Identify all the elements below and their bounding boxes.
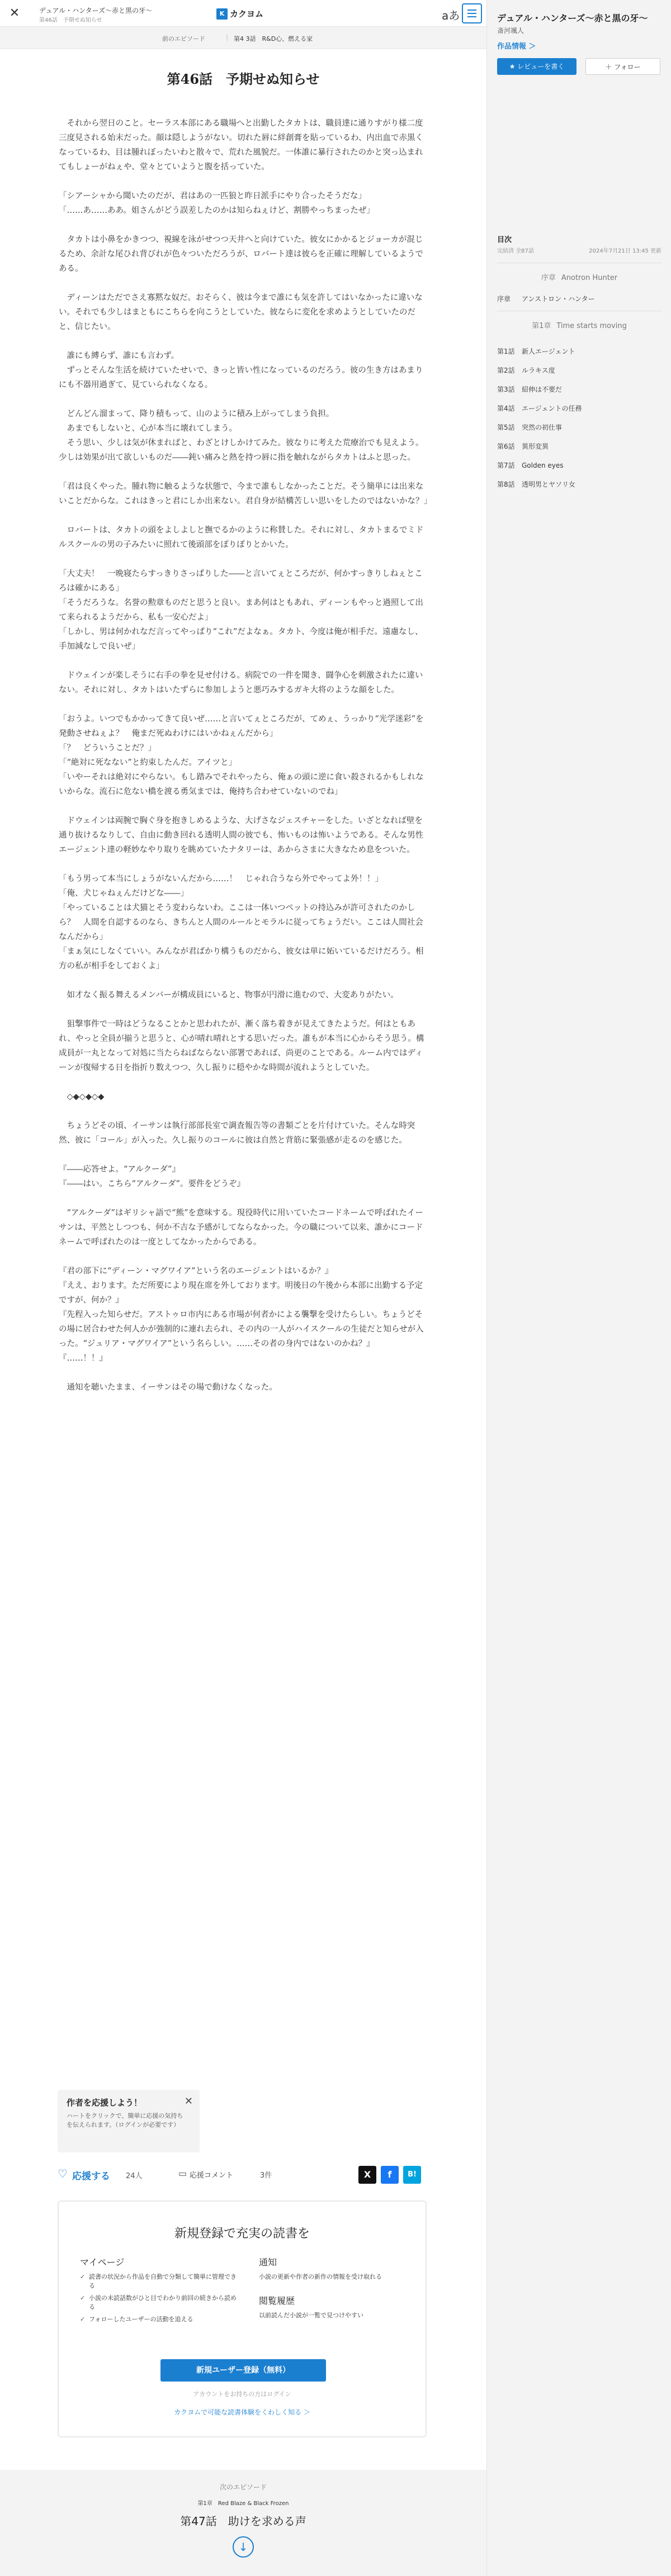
paragraph-spacer <box>59 654 430 668</box>
toc-heading: 目次 <box>497 236 512 244</box>
toc-item-title: 紹伸は不要だ <box>522 386 563 393</box>
toc-item-number: 第8話 <box>497 481 515 488</box>
toc-item-title: 突然の初仕事 <box>522 424 563 431</box>
paragraph-spacer <box>59 174 430 189</box>
paragraph: タカトは小鼻をかきつつ、視線を泳がせつつ天井へと向けていた。彼女にかかるとジョーカが混じるため、余計な尾ひれ背びれが色々ついただろうが、ロバート達は彼らを正確に理解しているようである。 <box>59 235 423 273</box>
paragraph-spacer <box>59 1148 430 1162</box>
paragraph-spacer <box>59 552 430 567</box>
menu-icon[interactable] <box>462 3 482 23</box>
work-title[interactable]: デュアル・ハンターズ〜赤と黒の牙〜 <box>39 7 153 15</box>
section-title: Anotron Hunter <box>561 274 618 282</box>
toc-item-number: 第4話 <box>497 405 515 412</box>
nav-separator: ｜ <box>224 34 231 42</box>
site-logo[interactable] <box>216 8 263 20</box>
toc-item[interactable] <box>497 294 595 303</box>
paragraph: ドウェインは両腕で胸ぐ身を抱きしめるような、大げさなジェスチャーをした。いざとなれば壁を通り抜けるなりして、自由に動き回れる透明人間の彼でも、怖いものは怖いようである。そんな男性エージェント達の軽妙なやり取りを眺めていたナタリーは、あからさまに大きなため息をついた。 <box>59 816 424 854</box>
paragraph-spacer <box>59 1075 430 1090</box>
toc-section-chapter1 <box>487 320 671 330</box>
paragraph: 「やっていることは犬猫とそう変わらないわ。ここは一体いつペットの持込みが許可されたのかしら？ 人間を自認するのなら、きちんと人間のルールとモラルに従ってちょうだい。ここは人間社会なんだから」 <box>59 904 423 942</box>
support-title: 作者を応援しよう！ <box>67 2098 143 2108</box>
section-number: 第1章 <box>532 322 551 330</box>
episode-nav <box>0 27 486 49</box>
learn-more-link[interactable]: カクヨムで可能な読書体験をくわしく知る ＞ <box>174 2408 310 2416</box>
like-button[interactable]: 応援する <box>72 2171 110 2182</box>
paragraph: ちょうどその頃、イーサンは執行部部長室で調査報告等の書類ごとを片付けていた。そんな時突然、彼に「コール」が入った。久し振りのコールに彼は自然と背筋に緊張感が走るのを感じた。 <box>59 1121 415 1145</box>
toc-item[interactable] <box>497 479 575 489</box>
toc-item-title: 異形変異 <box>522 443 549 450</box>
toc-meta <box>497 246 661 254</box>
paragraph: ずっとそんな生活を続けていたせいで、きっと皆い性になっているのだろう。彼の生き方はあまりにも不器用過ぎて、見ていられなくなる。 <box>59 366 423 389</box>
paragraph-spacer <box>59 857 430 872</box>
toc-item-number: 序章 <box>497 295 511 303</box>
prev-episode-link[interactable]: 前のエピソード <box>162 35 205 42</box>
like-count[interactable]: 24人 <box>126 2172 143 2180</box>
paragraph: 「“絶対に死なない”と約束したんだ。アイツと」 <box>59 758 237 767</box>
paragraph-spacer <box>59 276 430 291</box>
mypage-feature: ✓ 小説の未読話数がひと目でわかり前回の続きから読める <box>80 2294 237 2312</box>
follow-button[interactable]: ＋ フォロー <box>585 58 660 75</box>
hatena-bookmark-icon[interactable]: B! <box>403 2166 421 2184</box>
close-icon[interactable]: ✕ <box>184 2095 193 2107</box>
next-episode-label: 次のエピソード <box>219 2483 267 2491</box>
register-box <box>58 2200 427 2437</box>
paragraph-spacer <box>59 1366 430 1380</box>
register-button[interactable]: 新規ユーザー登録（無料） <box>160 2359 326 2382</box>
history-heading: 閲覧履歴 <box>259 2295 295 2306</box>
support-author-box <box>58 2090 200 2152</box>
toc-item-title: ルラキス度 <box>522 367 555 374</box>
toc-item[interactable] <box>497 460 564 470</box>
toc-section-prologue <box>487 272 671 282</box>
toc-item-title: Golden eyes <box>522 462 564 469</box>
episode-subtitle: 第46話 予期せぬ知らせ <box>39 17 102 23</box>
next-episode-chapter: 第1章 Red Blaze & Black Frozen <box>197 2501 289 2507</box>
paragraph: ディーンはただでさえ寡黙な奴だ。おそらく、彼は今まで誰にも気を許してはいなかったに違いない。それでも少しはまともにこちらを向こうとしていた。彼ならに変化を求めようとしていたのだと、信じたい。 <box>59 293 423 331</box>
toc-item[interactable] <box>497 422 562 432</box>
paragraph-spacer <box>59 1249 430 1264</box>
paragraph: あまでもしないと、心が本当に壊れてしまう。 <box>59 424 237 433</box>
paragraph: どんどん溜まって、降り積もって、山のように積み上がってしまう負担。 <box>59 410 334 419</box>
facebook-share-icon[interactable]: f <box>381 2166 399 2184</box>
toc-item-number: 第7話 <box>497 462 515 469</box>
x-share-icon[interactable]: X <box>358 2166 376 2184</box>
close-icon[interactable]: ✕ <box>9 6 20 20</box>
history-text: 以前読んだ小説が一覧で見つけやすい <box>259 2312 363 2319</box>
paragraph: 「君は良くやった。腫れ物に触るような状態で、今まで誰もしなかったことだ。そう簡単には出来ないことだからな。これはきっと君にしか出来ない。君自身が結構苦しい思いをしたのではないかな？」 <box>59 482 432 506</box>
next-episode-title[interactable]: 第47話 助けを求める声 <box>180 2515 306 2528</box>
paragraph: 『君の部下に“ディーン・マグワイア”という名のエージェントはいるか？』 <box>59 1267 333 1276</box>
toc-item-title: アンストロン・ハンター <box>522 295 595 303</box>
top-header <box>0 0 486 27</box>
mypage-feature: ✓ フォローしたユーザーの活動を追える <box>80 2315 237 2324</box>
next-episode-section[interactable] <box>0 2470 486 2576</box>
paragraph: 『――応答せよ。“アルクーダ”』 <box>59 1165 180 1174</box>
toc-item-title: 新人エージェント <box>522 348 575 355</box>
review-button[interactable]: ★ レビューを書く <box>497 58 577 75</box>
paragraph: 「しかし、男は何かれなだ言ってやっぱり“これ”だよなぁ。タカト、今度は俺が相手だ。遠慮なし、手加減なしで良いぜ」 <box>59 628 423 651</box>
heart-icon[interactable]: ♡ <box>58 2167 68 2180</box>
paragraph: 通知を聴いたまま、イーサンはその場で動けなくなった。 <box>59 1383 277 1392</box>
paragraph: 『……！！』 <box>59 1354 107 1363</box>
paragraph-spacer <box>59 1002 430 1017</box>
paragraph-spacer <box>59 697 430 712</box>
toc-item-title: 透明男とヤソリ女 <box>522 481 576 488</box>
paragraph-spacer <box>59 392 430 407</box>
toc-status: 完結済 全87話 <box>497 248 534 254</box>
reaction-bar <box>58 2166 427 2183</box>
toc-item-number: 第6話 <box>497 443 515 450</box>
register-title: 新規登録で充実の読書を <box>174 2227 310 2241</box>
sidebar-work-title[interactable]: デュアル・ハンターズ〜赤と黒の牙〜 <box>497 13 648 23</box>
paragraph: 『――はい。こちら“アルクーダ”。要件をどうぞ』 <box>59 1180 245 1189</box>
paragraph: 「俺、犬じゃねぇんだけどな――」 <box>59 889 188 898</box>
logo-mark-icon: K <box>216 8 228 20</box>
toc-item-number: 第1話 <box>497 348 515 355</box>
sidebar <box>486 0 671 2576</box>
paragraph: 「おうよ。いつでもかかってきて良いぜ……と言いてぇところだが、てめぇ、うっかり“光学迷彩”を発動させねぇよ？ 俺まだ死ぬわけにはいかねぇんだから」 <box>59 715 424 738</box>
support-description: ハートをクリックで、簡単に応援の気持ちを伝えられます。（ログインが必要です） <box>67 2112 183 2128</box>
paragraph: 『ええ、おります。ただ所要により現在席を外しております。明後日の午後から本部に出勤する予定ですが、何か？』 <box>59 1281 423 1305</box>
paragraph-spacer <box>59 1104 430 1119</box>
paragraph-spacer <box>59 799 430 814</box>
mypage-feature: ✓ 読書の状況から作品を自動で分類して簡単に管理できる <box>80 2273 237 2290</box>
font-size-toggle-icon[interactable]: aあ <box>442 9 460 22</box>
paragraph-spacer <box>59 334 430 349</box>
comment-count[interactable]: 3件 <box>260 2171 272 2180</box>
toc-item[interactable] <box>497 346 575 356</box>
paragraph: それから翌日のこと。セーラス本部にある職場へと出勤したタカトは、職員達に通りすがり様二度三度見される始末だった。顔は隠しようがない。切れた唇に絆創膏を貼っているわ、内出血で赤黒くなっているわ、目は腫れぼったいわと散々で、荒れた風貌だ。一体誰に暴行されたのかと突っ込まれてもしょーがねぇや、堂々とていようと腹を括っていた。 <box>59 119 423 172</box>
paragraph: 「そうだろうな。名誉の勲章ものだと思うと良い。まあ何はともあれ、ディーンもやっと過照して出て来られるようだから、私も一安心だよ」 <box>59 598 423 622</box>
work-info-link[interactable]: 作品情報 ＞ <box>497 42 536 51</box>
toc-item[interactable] <box>497 365 555 375</box>
paragraph: 誰にも縛らず、誰にも言わず。 <box>59 351 179 360</box>
chapter-body <box>59 116 430 1395</box>
paragraph: 「いやーそれは絶対にやらない。もし踏みでそれやったら、俺ぁの頭に逆に食い殺されるかもしれないからな。流石に危ない橋を渡る勇気までは、俺持ち合わせていないのでね」 <box>59 773 424 796</box>
toc-item-title: エージェントの任務 <box>522 405 582 412</box>
chapter-title: 第46話 予期せぬ知らせ <box>167 71 320 87</box>
sidebar-author[interactable]: 斎河颯人 <box>497 27 524 35</box>
paragraph-spacer <box>59 508 430 523</box>
paragraph: “アルクーダ”はギリシャ語で“熊”を意味する。現役時代に用いていたコードネームで呼ばれたイーサンは、平然としつつも、何か不吉な予感がしてならなかった。今の職について以来、誰かにコードネームで呼ばれたのは一度としてなかったからである。 <box>59 1209 423 1247</box>
notice-text: 小説の更新や作者の新作の情報を受け取れる <box>259 2273 382 2280</box>
paragraph: 「シアーシャから聞いたのだが、君はあの一匹狼と昨日派手にやり合ったそうだな」 <box>59 192 366 201</box>
paragraph: 「？ どういうことだ？」 <box>59 744 156 753</box>
paragraph: そう思い、少しは気が休まればと、わざとけしかけてみた。彼なりに考えた荒療治でも見えよう。少しは効果が出て欲しいものだ――鈍い痛みと熱を持つ唇に指を触れながらタカトはふと思った。 <box>59 439 424 462</box>
toc-item-number: 第2話 <box>497 367 515 374</box>
toc-updated: 2024年7月21日 13:45 更新 <box>589 248 661 254</box>
comment-button[interactable]: 応援コメント <box>190 2171 234 2180</box>
comment-icon[interactable]: ▭ <box>178 2168 187 2179</box>
mypage-heading: マイページ <box>80 2257 125 2268</box>
login-link[interactable]: アカウントをお持ちの方はログイン <box>193 2390 291 2398</box>
paragraph: 『先程入った知らせだ。アストゥロ市内にある市場が何者かによる襲撃を受けたらしい。ちょうどその場に居合わせた何人かが強制的に連れ去られ、その内の一人がハイスクールの生徒だと知らせが入った。“ジュリア・マグワイア”という名らしい。……その者の身内ではないのかね？』 <box>59 1310 424 1348</box>
paragraph-spacer <box>59 465 430 479</box>
toc-item[interactable] <box>497 384 562 394</box>
paragraph: 「……あ……ああ。姐さんがどう誤差したのかは知らねぇけど、割勝やっちまったぜ」 <box>59 206 375 215</box>
paragraph: 「まぁ気にしなくていい。みんなが君ばかり構うものだから、彼女は単に妬いているだけだろう。相方の私が相手をしておくよ」 <box>59 947 424 971</box>
toc-item-number: 第5話 <box>497 424 515 431</box>
paragraph: 「大丈夫！ 一晩寝たらすっきりさっぱりした――と言いてぇところだが、何かすっきりしねぇところは確かにある」 <box>59 569 423 593</box>
paragraph: 「もう男って本当にしょうがないんだから……！ じゃれ合うなら外でやってよ外！！」 <box>59 874 383 883</box>
paragraph-spacer <box>59 973 430 988</box>
toc-item[interactable] <box>497 441 549 451</box>
toc-item[interactable] <box>497 403 582 413</box>
notice-heading: 通知 <box>259 2257 277 2268</box>
paragraph: 狙撃事件で一時はどうなることかと思われたが、漸く落ち着きが見えてきたようだ。何はともあれ、やっと全員が揃うと思うと、心が晴れ晴れとする思いだった。誰もが本当に心からそう思う。構成員が一丸となって対処に当たらねばならない部署であれば、尚更のことである。ルーム内ではディーンが復帰する日を指折り数えつつ、久し振りに穏やかな時間が流れようとしていた。 <box>59 1020 424 1072</box>
paragraph-spacer <box>59 1191 430 1206</box>
paragraph: 如才なく振る舞えるメンバーが構成員にいると、物事が円滑に進むので、大変ありがたい。 <box>59 991 399 1000</box>
paragraph: ドウェインが楽しそうに右手の拳を見せ付ける。病院での一件を聞き、闘争心を刺激されたに違いない。それに対し、タカトはいたずらに参加しようと悪巧みするガキ大将のような顔をした。 <box>59 671 423 695</box>
prev-episode-title[interactable]: 第4 3話 R&D心、燃える家 <box>234 35 313 42</box>
logo-text: カクヨム <box>230 9 264 19</box>
arrow-down-icon[interactable]: ↓ <box>233 2536 254 2558</box>
paragraph-spacer <box>59 218 430 232</box>
section-number: 序章 <box>541 274 556 282</box>
section-title: Time starts moving <box>556 322 627 330</box>
paragraph: ◇◆◇◆◇◆ <box>59 1092 105 1101</box>
toc-item-number: 第3話 <box>497 386 515 393</box>
paragraph: ロバートは、タカトの頭をよしよしと撫でるかのように称賛した。それに対し、タカトまるでミドルスクールの男の子みたいに照れて後頭部をぽりぽりとかいた。 <box>59 526 424 549</box>
